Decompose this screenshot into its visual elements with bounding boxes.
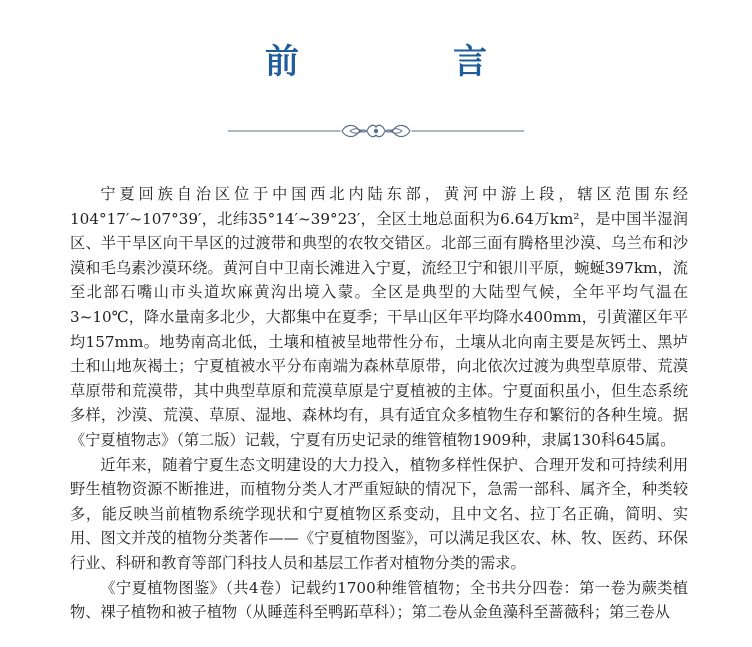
paragraph: 近年来，随着宁夏生态文明建设的大力投入，植物多样性保护、合理开发和可持续利用野生植物资源不断推进，而植物分类人才严重短缺的情况下，急需一部科、属齐全，种类较多，能反映当前植物系统学现状和宁夏植物区系变动，且中文名、拉丁名正确，简明、实用、图文并茂的植物分类著作——《宁夏植物图鉴》，可以满足我区农、林、牧、医药、环保行业、科研和教育等部门科技人员和基层工作者对植物分类的需求。 bbox=[70, 455, 688, 572]
scroll-divider-icon bbox=[228, 118, 524, 144]
paragraph: 《宁夏植物图鉴》（共4卷）记载约1700种维管植物；全书共分四卷：第一卷为蕨类植物、裸子植物和被子植物（从睡莲科至鸭跖草科）；第二卷从金鱼藻科至蔷薇科；第三卷从 bbox=[70, 578, 688, 622]
page-title: 前 言 bbox=[265, 42, 547, 82]
body-text bbox=[70, 182, 688, 625]
paragraph: 宁夏回族自治区位于中国西北内陆东部，黄河中游上段，辖区范围东经104°17′~107°39′，北纬35°14′~39°23′，全区土地总面积为6.64万km²，是中国半湿润区、半干旱区向干旱区的过渡带和典型的农牧交错区。北部三面有腾格里沙漠、乌兰布和沙漠和毛乌素沙漠环绕。黄河自中卫南长滩进入宁夏，流经卫宁和银川平原，蜿蜒397km，流至北部石嘴山市头道坎麻黄沟出境入蒙。全区是典型的大陆型气候，全年平均气温在3~10℃，降水量南多北少，大都集中在夏季；干旱山区年平均降水400mm，引黄灌区年平均157mm。地势南高北低，土壤和植被呈地带性分布，土壤从北向南主要是灰钙土、黑垆土和山地灰褐土；宁夏植被水平分布南端为森林草原带，向北依次过渡为典型草原带、荒漠草原带和荒漠带，其中典型草原和荒漠草原是宁夏植被的主体。宁夏面积虽小，但生态系统多样，沙漠、荒漠、草原、湿地、森林均有，具有适宜众多植物生存和繁衍的各种生境。据《宁夏植物志》（第二版）记载，宁夏有历史记录的维管植物1909种，隶属130科645属。 bbox=[70, 185, 688, 449]
